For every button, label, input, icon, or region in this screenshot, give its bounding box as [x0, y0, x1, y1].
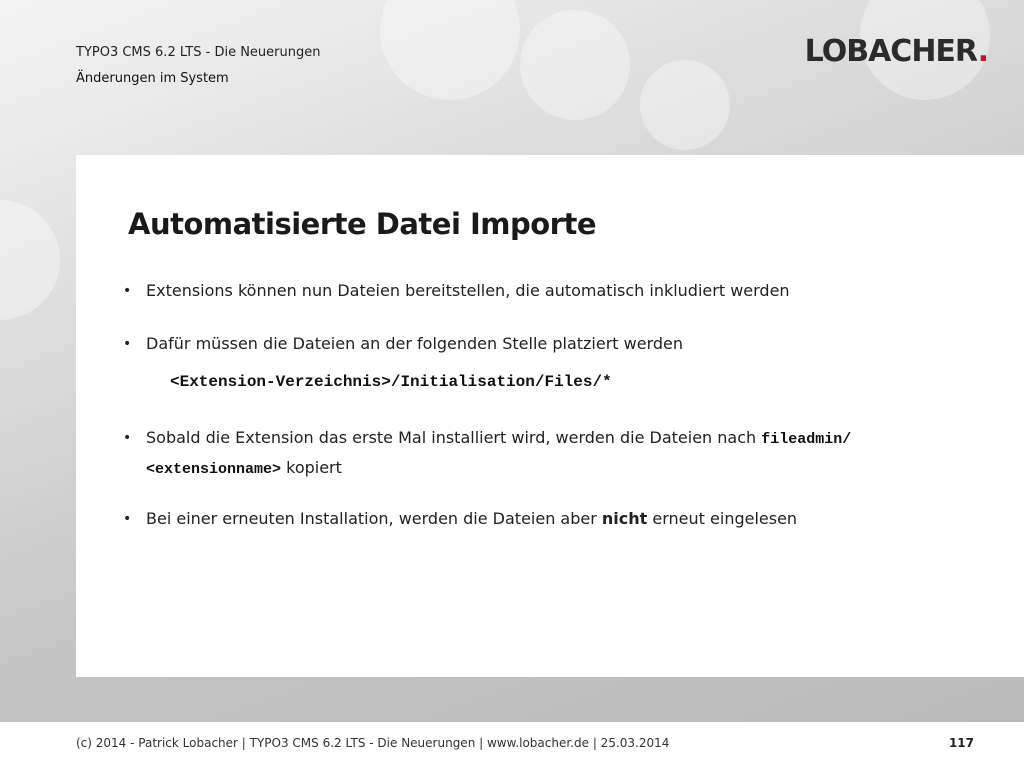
- logo-text: LOBACHER: [804, 34, 978, 69]
- bullet-text: erneut eingelesen: [647, 509, 798, 528]
- bullet-text: Sobald die Extension das erste Mal installiert wird, werden die Dateien nach: [146, 428, 762, 447]
- bullet-text: Extensions können nun Dateien bereitstellen, die automatisch inkludiert werden: [146, 281, 790, 300]
- bullet-item: [123, 505, 906, 533]
- background-bubble: [640, 60, 730, 150]
- code-fileadmin: fileadmin/: [761, 431, 852, 448]
- bullet-text: Dafür müssen die Dateien an der folgenden Stelle platziert werden: [146, 334, 684, 353]
- bullet-text: kopiert: [281, 458, 342, 477]
- bullet-item: [123, 424, 906, 484]
- bullet-item: [123, 277, 906, 305]
- code-path: <Extension-Verzeichnis>/Initialisation/Files/*: [170, 373, 612, 391]
- header-kicker: TYPO3 CMS 6.2 LTS - Die Neuerungen: [76, 45, 321, 60]
- slide-title: Automatisierte Datei Importe: [128, 207, 596, 241]
- bullet-dot: •: [123, 511, 132, 527]
- bullet-text: Bei einer erneuten Installation, werden die Dateien aber: [146, 509, 602, 528]
- bullet-dot: •: [123, 336, 132, 352]
- lobacher-logo: [805, 34, 988, 69]
- header-section: Änderungen im System: [76, 71, 229, 86]
- bullet-bold-word: nicht: [601, 509, 648, 528]
- background-bubble: [380, 0, 520, 100]
- bullet-item: [123, 330, 906, 358]
- bullet-dot: •: [123, 283, 132, 299]
- background-bubble: [0, 200, 60, 320]
- logo-dot: .: [977, 34, 988, 69]
- code-extensionname: <extensionname>: [146, 461, 282, 478]
- footer: [0, 722, 1024, 768]
- page-number: 117: [948, 736, 974, 750]
- background-bubble: [520, 10, 630, 120]
- footer-text: (c) 2014 - Patrick Lobacher | TYPO3 CMS 6.2 LTS - Die Neuerungen | www.lobacher.de | 25.03.2014: [76, 736, 670, 750]
- slide-card: [76, 155, 1024, 677]
- bullet-dot: •: [123, 430, 132, 446]
